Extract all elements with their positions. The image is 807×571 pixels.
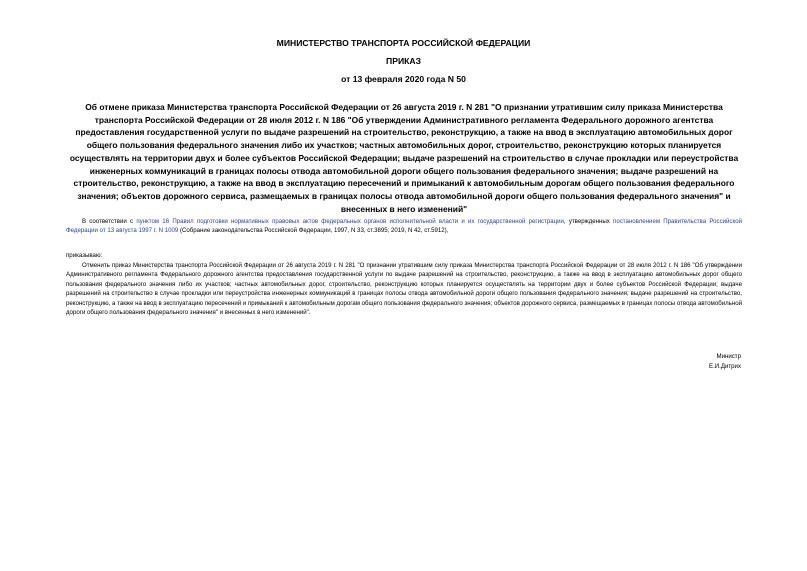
document-type: ПРИКАЗ <box>386 56 421 66</box>
preamble-text-3: (Собрание законодательства Российской Федерации, 1997, N 33, ст.3895; 2019, N 42, ст.5912), <box>178 227 449 235</box>
decree-body-paragraph: Отменить приказ Министерства транспорта Российской Федерации от 26 августа 2019 г. N 281 "О признании утратившим силу приказа Министерства транспорта Российской Федерации от 28 июля 2012 г. N 186 "Об утверждении Административного регламента Федерального дорожного агентства предоставления государственной услуги по выдаче разрешений на строительство, реконструкцию, а также на ввод в эксплуатацию автомобильных дорог общего пользования федерального значения либо их участков; частных автомобильных дорог, строительство, реконструкцию которых планируется осуществлять на территории двух и более субъектов Российской Федерации; выдаче разрешений на строительство в случае прокладки или переустройства инженерных коммуникаций в границах полосы отвода автомобильной дороги общего пользования федерального значения; выдаче разрешений на строительство, реконструкцию, а также на ввод в эксплуатацию пересечений и примыканий к автомобильным дорогам общего пользования федерального значения; объектов дорожного сервиса, размещаемых в границах полосы отвода автомобильной дороги общего пользования федерального значения" и внесенных в него изменений". <box>66 262 742 317</box>
preamble-text-1: В соответствии с <box>82 218 137 225</box>
decree-label: приказываю: <box>66 252 103 259</box>
document-date-number: от 13 февраля 2020 года N 50 <box>341 74 466 84</box>
signature-position: Министр <box>716 353 741 360</box>
signature-name: Е.И.Дитрих <box>709 363 741 370</box>
ministry-heading: МИНИСТЕРСТВО ТРАНСПОРТА РОССИЙСКОЙ ФЕДЕРАЦИИ <box>276 38 531 48</box>
preamble-paragraph <box>66 217 742 236</box>
rules-point-16-link[interactable]: пунктом 16 Правил подготовки нормативных правовых актов федеральных органов исполнительной власти и их государственной регистрации <box>136 218 564 225</box>
preamble-text-2: , утвержденных <box>563 218 614 225</box>
government-decree-link[interactable]: постановлением Правительства Российской Федерации от 13 августа 1997 г. N 1009 <box>66 218 743 235</box>
document-title: Об отмене приказа Министерства транспорта Российской Федерации от 26 августа 2019 г. N 281 "О признании утратившим силу приказа Министерства транспорта Российской Федерации от 28 июля 2012 г. N 186 "Об утверждении Административного регламента Федерального дорожного агентства предоставления государственной услуги по выдаче разрешений на строительство, реконструкцию, а также на ввод в эксплуатацию автомобильных дорог общего пользования федерального значения либо их участков; частных автомобильных дорог, строительство, реконструкцию которых планируется осуществлять на территории двух и более субъектов Российской Федерации; выдаче разрешений на строительство в случае прокладки или переустройства инженерных коммуникаций в границах полосы отвода автомобильной дороги общего пользования федерального значения; выдаче разрешений на строительство, реконструкцию, а также на ввод в эксплуатацию пересечений и примыканий к автомобильным дорогам общего пользования федерального значения; объектов дорожного сервиса, размещаемых в границах полосы отвода автомобильной дороги общего пользования федерального значения" и внесенных в него изменений" <box>69 102 739 214</box>
